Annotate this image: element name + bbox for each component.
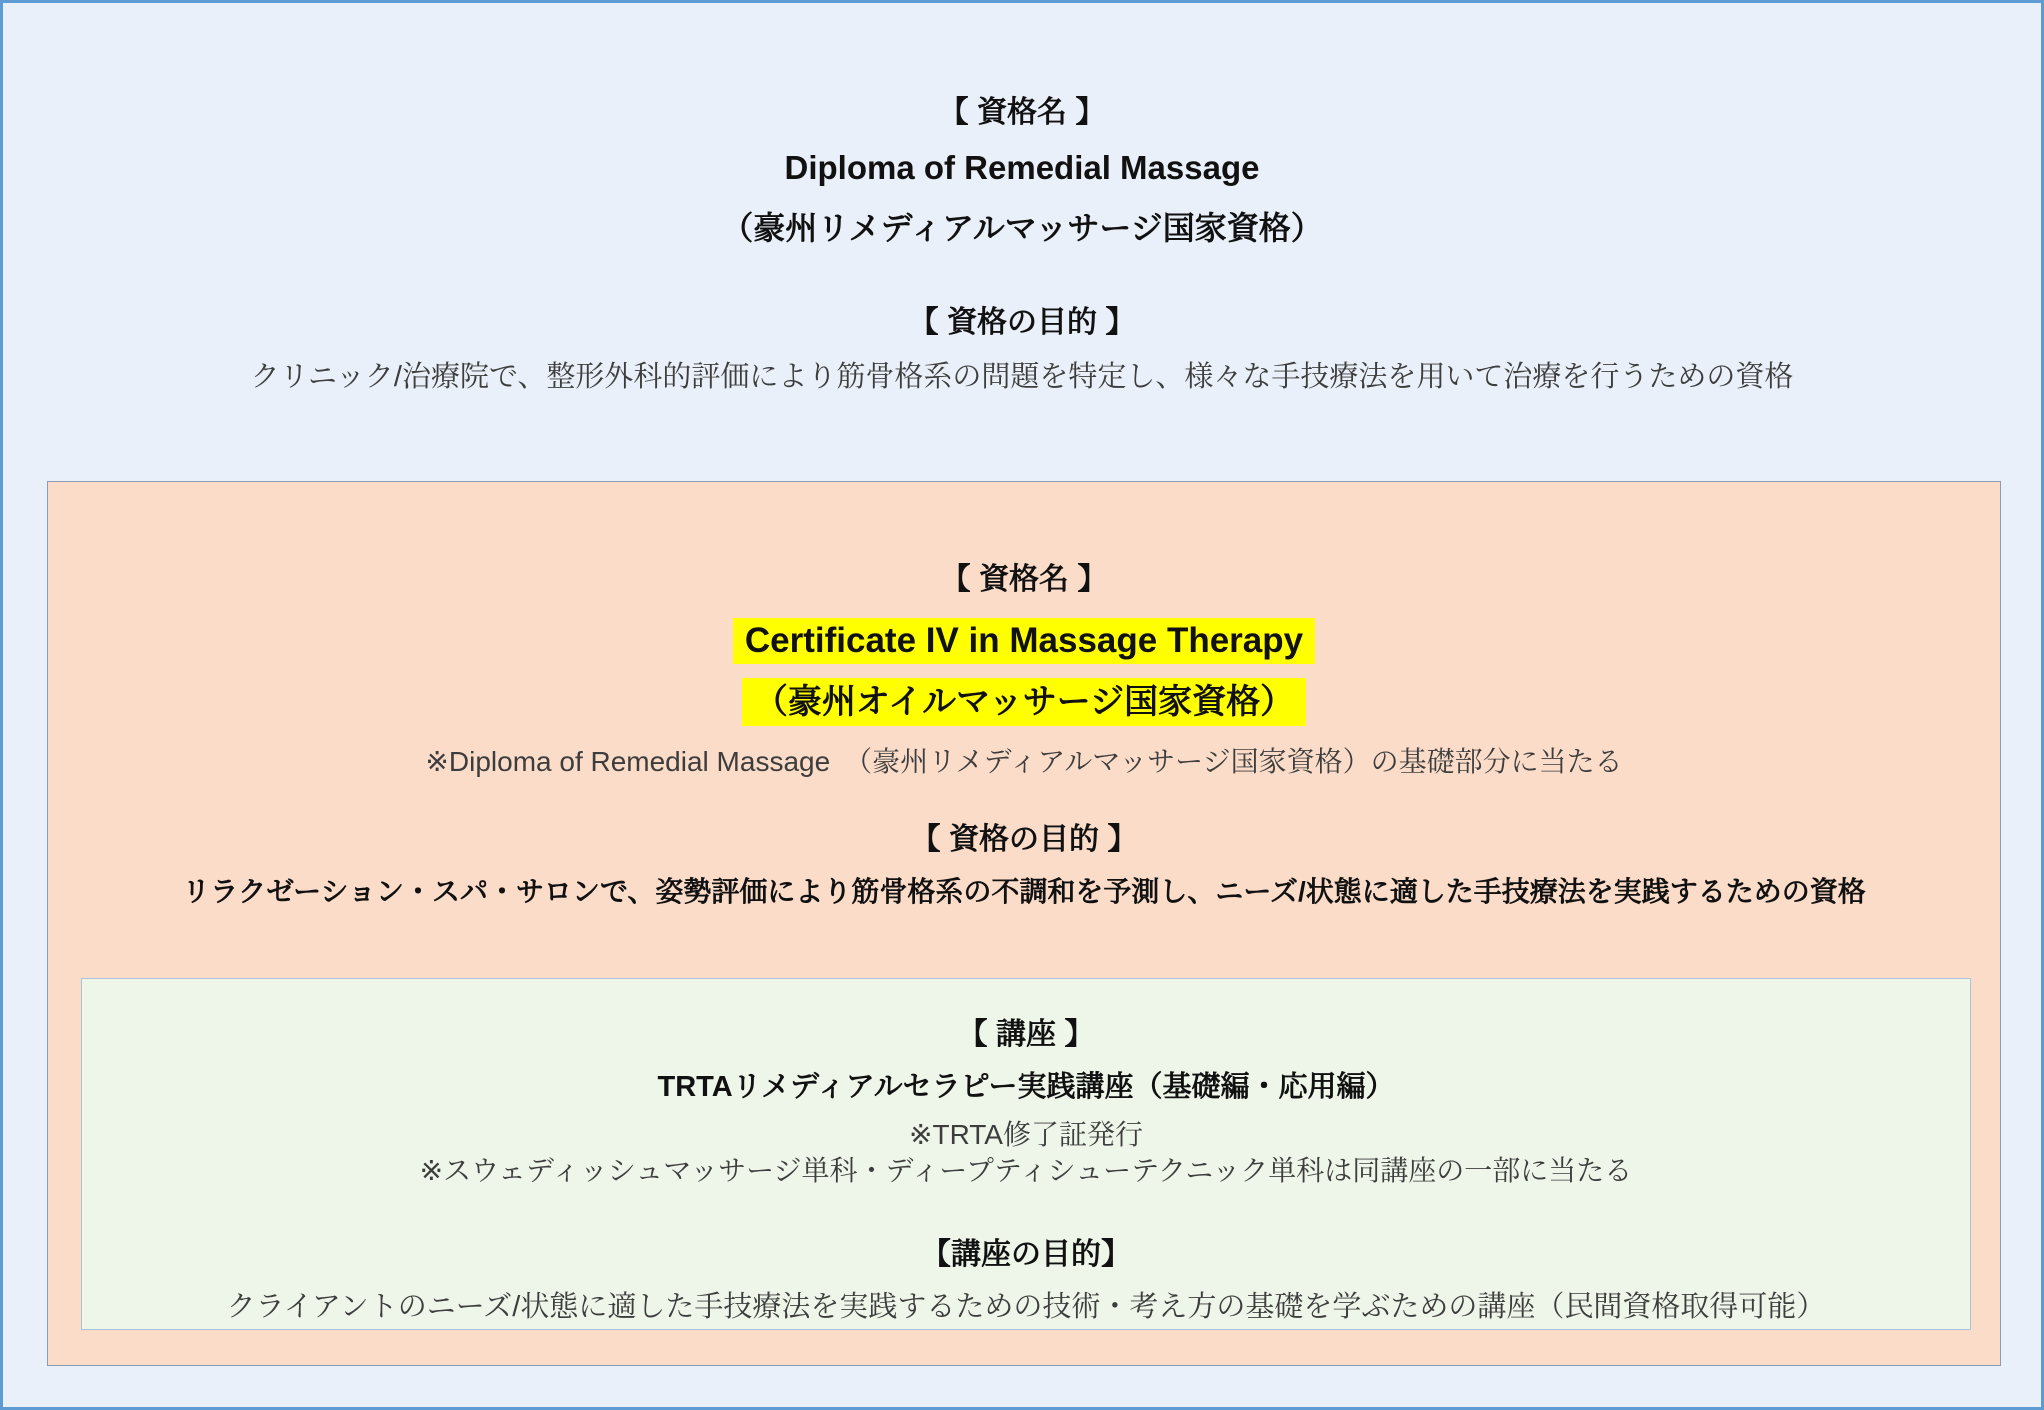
certificate-title-japanese-highlight: （豪州オイルマッサージ国家資格）	[742, 678, 1306, 726]
certificate-title-japanese-row	[48, 678, 2000, 726]
course-title: TRTAリメディアルセラピー実践講座（基礎編・応用編）	[657, 1071, 1395, 1103]
course-panel	[81, 978, 1971, 1330]
certificate-panel	[47, 481, 2001, 1366]
course-purpose-heading: 【講座の目的】	[921, 1238, 1131, 1271]
course-note-modules: ※スウェディッシュマッサージ単科・ディープティシューテクニック単科は同講座の一部に当たる	[419, 1155, 1633, 1186]
diploma-section	[3, 3, 2041, 397]
certificate-title-english-row	[48, 618, 2000, 664]
certificate-title-english-highlight: Certificate IV in Massage Therapy	[733, 618, 1315, 664]
diploma-purpose-text: クリニック/治療院で、整形外科的評価により筋骨格系の問題を特定し、様々な手技療法を用いて治療を行うための資格	[250, 361, 1794, 393]
course-note-certificate: ※TRTA修了証発行	[909, 1119, 1143, 1150]
course-heading: 【 講座 】	[957, 1018, 1095, 1051]
certificate-purpose-text: リラクゼーション・スパ・サロンで、姿勢評価により筋骨格系の不調和を予測し、ニーズ/状態に適した手技療法を実践するための資格	[182, 876, 1866, 907]
diploma-title-english: Diploma of Remedial Massage	[784, 149, 1260, 186]
diploma-title-japanese: （豪州リメディアルマッサージ国家資格）	[721, 210, 1323, 246]
certificate-name-heading: 【 資格名 】	[940, 563, 1108, 596]
certificate-note: ※Diploma of Remedial Massage （豪州リメディアルマッサージ国家資格）の基礎部分に当たる	[425, 746, 1623, 777]
diploma-purpose-heading: 【 資格の目的 】	[908, 306, 1136, 339]
course-purpose-text: クライアントのニーズ/状態に適した手技療法を実践するための技術・考え方の基礎を学ぶための講座（民間資格取得可能）	[226, 1291, 1826, 1323]
diploma-name-heading: 【 資格名 】	[938, 96, 1106, 129]
certificate-purpose-heading: 【 資格の目的 】	[910, 823, 1138, 856]
